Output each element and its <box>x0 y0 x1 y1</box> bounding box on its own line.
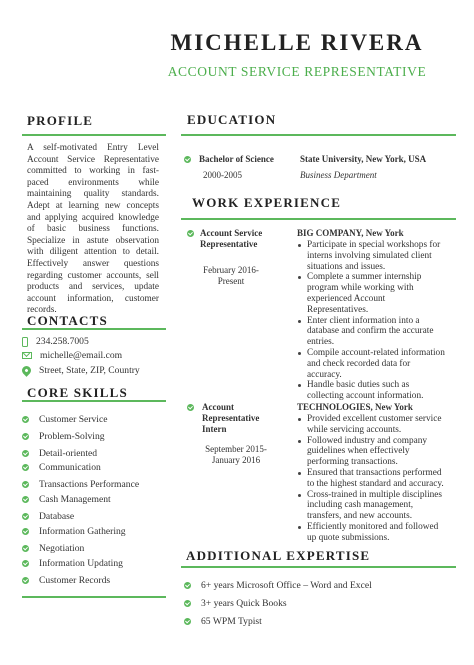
job-dates: February 2016- Present <box>203 265 259 286</box>
phone-icon <box>22 337 28 347</box>
duty-item: Complete a summer internship program while working with experienced Account Representatives. <box>307 272 445 315</box>
candidate-name: MICHELLE RIVERA <box>170 30 424 55</box>
job-title: Account Representative Intern <box>202 402 260 434</box>
check-icon <box>22 481 29 488</box>
duty-item: Compile account-related information and check recorded data for accuracy. <box>307 347 445 380</box>
contact-address <box>22 365 140 376</box>
expertise-divider <box>181 566 456 568</box>
duty-item: Provided excellent customer service while servicing accounts. <box>307 414 445 436</box>
skill-item: Information Gathering <box>22 526 126 537</box>
expertise-heading: ADDITIONAL EXPERTISE <box>186 548 371 563</box>
check-icon <box>187 404 194 411</box>
contact-email[interactable] <box>22 350 122 361</box>
job-duties <box>297 414 445 544</box>
job-title: Account Service Representative <box>200 228 263 249</box>
duty-item: Enter client information into a database and confirm the accurate entries. <box>307 316 445 348</box>
skill-item: Cash Management <box>22 494 111 505</box>
check-icon <box>22 560 29 567</box>
skill-item: Problem-Solving <box>22 431 105 442</box>
experience-divider <box>181 218 456 220</box>
profile-text: A self-motivated Entry Level Account Service Representative committed to working in fast-paced environments while maintaining quality standards. Adept at learning new concepts and applying acquired knowledge of basic business functions. Specialize in astute observation with diligent attention to detail. Effectively answer questions regarding customer accounts, sell products and services, update account information, customer records. <box>27 143 159 316</box>
check-icon <box>187 230 194 237</box>
check-icon <box>22 577 29 584</box>
check-icon <box>22 513 29 520</box>
address-text: Street, State, ZIP, Country <box>39 365 140 376</box>
education-divider <box>181 134 456 136</box>
check-icon <box>22 464 29 471</box>
expertise-item: 65 WPM Typist <box>184 616 262 627</box>
skills-bottom-divider <box>22 596 166 598</box>
check-icon <box>22 450 29 457</box>
skill-item: Customer Service <box>22 414 107 425</box>
education-heading: EDUCATION <box>187 112 277 127</box>
duty-item: Followed industry and company guidelines when effectively performing transactions. <box>307 436 445 468</box>
duty-item: Cross-trained in multiple disciplines including cash management, transfers, and new accounts. <box>307 490 445 522</box>
skill-item: Information Updating <box>22 558 123 569</box>
check-icon <box>184 156 191 163</box>
check-icon <box>22 496 29 503</box>
skill-item: Database <box>22 511 74 522</box>
check-icon <box>184 582 191 589</box>
contacts-heading: CONTACTS <box>27 313 108 328</box>
location-pin-icon <box>20 364 33 377</box>
department: Business Department <box>300 170 377 180</box>
skill-item: Detail-oriented <box>22 448 97 459</box>
skill-item: Customer Records <box>22 575 110 586</box>
check-icon <box>22 416 29 423</box>
expertise-item: 6+ years Microsoft Office – Word and Excel <box>184 580 372 591</box>
job-duties <box>297 240 445 402</box>
company-name: TECHNOLOGIES, New York <box>297 402 413 412</box>
experience-heading: WORK EXPERIENCE <box>192 195 342 210</box>
email-text[interactable]: michelle@email.com <box>40 350 123 361</box>
job-title: ACCOUNT SERVICE REPRESENTATIVE <box>167 64 427 79</box>
skills-heading: CORE SKILLS <box>27 385 128 400</box>
profile-divider <box>22 134 166 136</box>
skills-divider <box>22 400 166 402</box>
mail-icon <box>22 352 32 359</box>
check-icon <box>22 528 29 535</box>
check-icon <box>184 618 191 625</box>
check-icon <box>22 545 29 552</box>
duty-item: Handle basic duties such as collecting account information. <box>307 380 445 402</box>
duty-item: Efficiently monitored and followed up quote submissions. <box>307 522 445 544</box>
job-dates: September 2015- January 2016 <box>205 444 267 465</box>
degree: Bachelor of Science <box>199 154 274 164</box>
profile-heading: PROFILE <box>27 113 94 128</box>
school: State University, New York, USA <box>300 154 427 164</box>
contact-phone <box>22 336 89 347</box>
skill-item: Communication <box>22 462 101 473</box>
contacts-divider <box>22 328 166 330</box>
education-years: 2000-2005 <box>203 170 242 180</box>
expertise-item: 3+ years Quick Books <box>184 598 287 609</box>
skill-item: Negotiation <box>22 543 84 554</box>
phone-text: 234.258.7005 <box>36 336 89 347</box>
skill-item: Transactions Performance <box>22 479 139 490</box>
company-name: BIG COMPANY, New York <box>297 228 404 238</box>
duty-item: Ensured that transactions performed to the highest standard and accuracy. <box>307 467 444 489</box>
check-icon <box>184 600 191 607</box>
duty-item: Participate in special workshops for interns involving simulated client situations and issues. <box>307 240 445 272</box>
check-icon <box>22 433 29 440</box>
